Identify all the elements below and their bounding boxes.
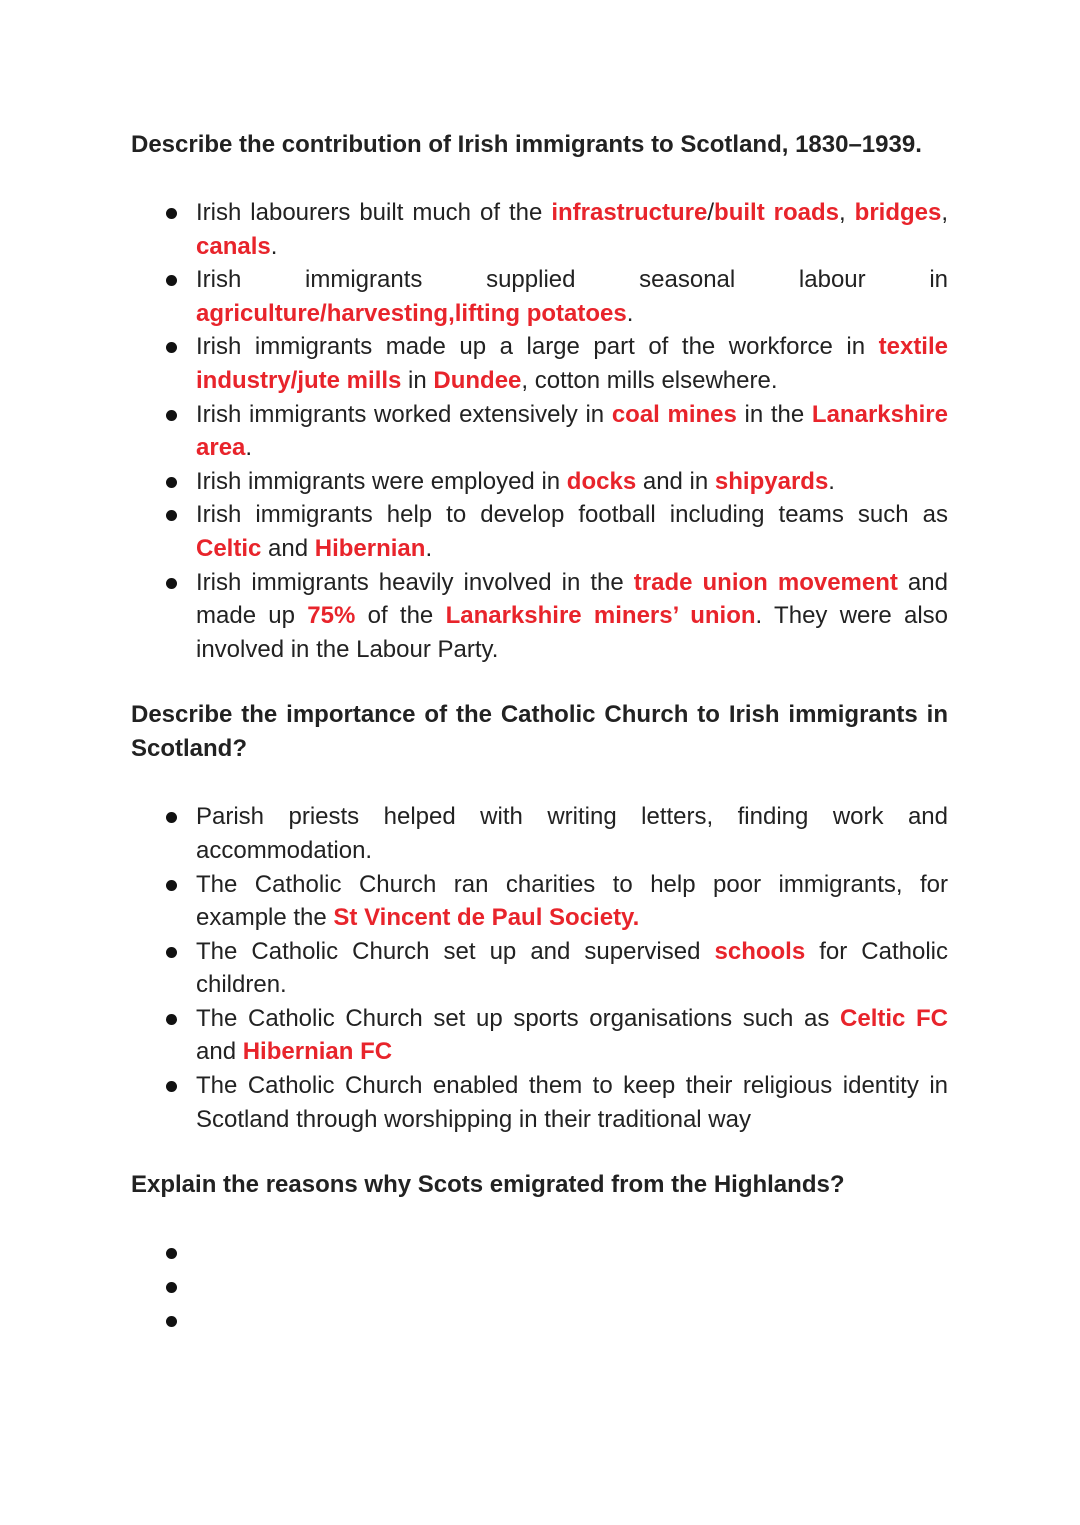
text-segment: and in xyxy=(636,467,715,495)
text-segment: and xyxy=(261,534,315,562)
highlighted-text: Lanarkshire area xyxy=(196,400,948,462)
text-segment: Irish immigrants made up a large part of the workforce in xyxy=(196,333,879,361)
highlighted-text: Celtic xyxy=(196,534,262,562)
highlighted-text: shipyards xyxy=(714,467,829,495)
highlighted-text: infrastructure xyxy=(551,199,708,226)
list-item xyxy=(131,935,948,1002)
text-segment: . xyxy=(626,299,634,327)
list-item xyxy=(131,263,948,330)
text-segment: Irish immigrants heavily involved in the xyxy=(196,568,634,596)
text-segment: . xyxy=(270,232,278,260)
highlighted-text: Hibernian xyxy=(314,534,426,562)
highlighted-text: trade union movement xyxy=(633,568,898,596)
list-item xyxy=(131,566,948,667)
highlighted-text: Lanarkshire miners’ union xyxy=(445,602,756,630)
text-segment: . xyxy=(425,534,433,562)
text-segment: The Catholic Church ran charities to help poor immigrants, for example the xyxy=(196,870,948,932)
highlighted-text: 75% xyxy=(307,602,356,630)
highlighted-text: built roads xyxy=(714,199,840,226)
text-segment: Irish immigrants supplied seasonal labour in xyxy=(196,266,948,294)
text-segment: / xyxy=(707,199,715,226)
highlighted-text: docks xyxy=(566,467,637,495)
list-item xyxy=(131,1069,948,1136)
highlighted-text: agriculture/harvesting,lifting potatoes xyxy=(196,299,627,327)
list-item xyxy=(131,1236,948,1270)
answer-list xyxy=(131,196,948,666)
text-segment: Irish immigrants help to develop football including teams such as xyxy=(196,501,948,529)
highlighted-text: Dundee xyxy=(433,366,522,394)
text-segment: and xyxy=(196,1038,243,1066)
document-page xyxy=(131,128,948,1338)
text-segment: , cotton mills elsewhere. xyxy=(521,366,778,394)
text-segment: The Catholic Church set up and supervised xyxy=(196,937,715,965)
question-heading: Describe the contribution of Irish immigrants to Scotland, 1830–1939. xyxy=(131,131,922,158)
highlighted-text: coal mines xyxy=(611,400,737,428)
highlighted-text: canals xyxy=(196,232,271,260)
list-item xyxy=(131,800,948,867)
highlighted-text: Hibernian FC xyxy=(242,1038,393,1066)
text-segment: The Catholic Church set up sports organisations such as xyxy=(196,1004,841,1032)
list-item xyxy=(131,465,948,499)
list-item xyxy=(131,330,948,397)
text-segment: , xyxy=(941,199,949,226)
answer-list xyxy=(131,1236,948,1338)
text-segment: Irish immigrants worked extensively in xyxy=(196,400,612,428)
list-item xyxy=(131,196,948,263)
highlighted-text: Celtic FC xyxy=(840,1004,948,1032)
highlighted-text: bridges xyxy=(854,199,942,226)
question-heading: Explain the reasons why Scots emigrated from the Highlands? xyxy=(131,1171,845,1199)
question-heading: Describe the importance of the Catholic Church to Irish immigrants in Scotland? xyxy=(131,701,948,763)
text-segment: and made up xyxy=(196,568,948,630)
highlighted-text: textile industry/jute mills xyxy=(196,333,948,394)
answer-list xyxy=(131,800,948,1136)
text-segment: . They were also involved in the Labour Party. xyxy=(196,602,949,663)
list-item xyxy=(131,398,948,465)
document-sections xyxy=(131,128,948,1338)
text-segment: , xyxy=(839,199,855,226)
highlighted-text: St Vincent de Paul Society. xyxy=(333,904,640,932)
text-segment: Parish priests helped with writing letters, finding work and accommodation. xyxy=(196,803,948,864)
text-segment: . xyxy=(828,467,835,495)
list-item xyxy=(131,868,948,935)
text-segment: . xyxy=(245,434,253,462)
list-item xyxy=(131,1002,948,1069)
text-segment: for Catholic children. xyxy=(196,937,948,999)
text-segment: Irish labourers built much of the xyxy=(196,199,552,226)
text-segment: Irish immigrants were employed in xyxy=(196,467,567,495)
text-segment: in the xyxy=(736,400,812,428)
text-segment: of the xyxy=(355,602,446,630)
list-item xyxy=(131,1304,948,1338)
list-item xyxy=(131,498,948,565)
list-item xyxy=(131,1270,948,1304)
text-segment: The Catholic Church enabled them to keep their religious identity in Scotland through worshipping in their traditional way xyxy=(196,1072,948,1133)
highlighted-text: schools xyxy=(714,937,806,965)
text-segment: in xyxy=(401,366,434,394)
